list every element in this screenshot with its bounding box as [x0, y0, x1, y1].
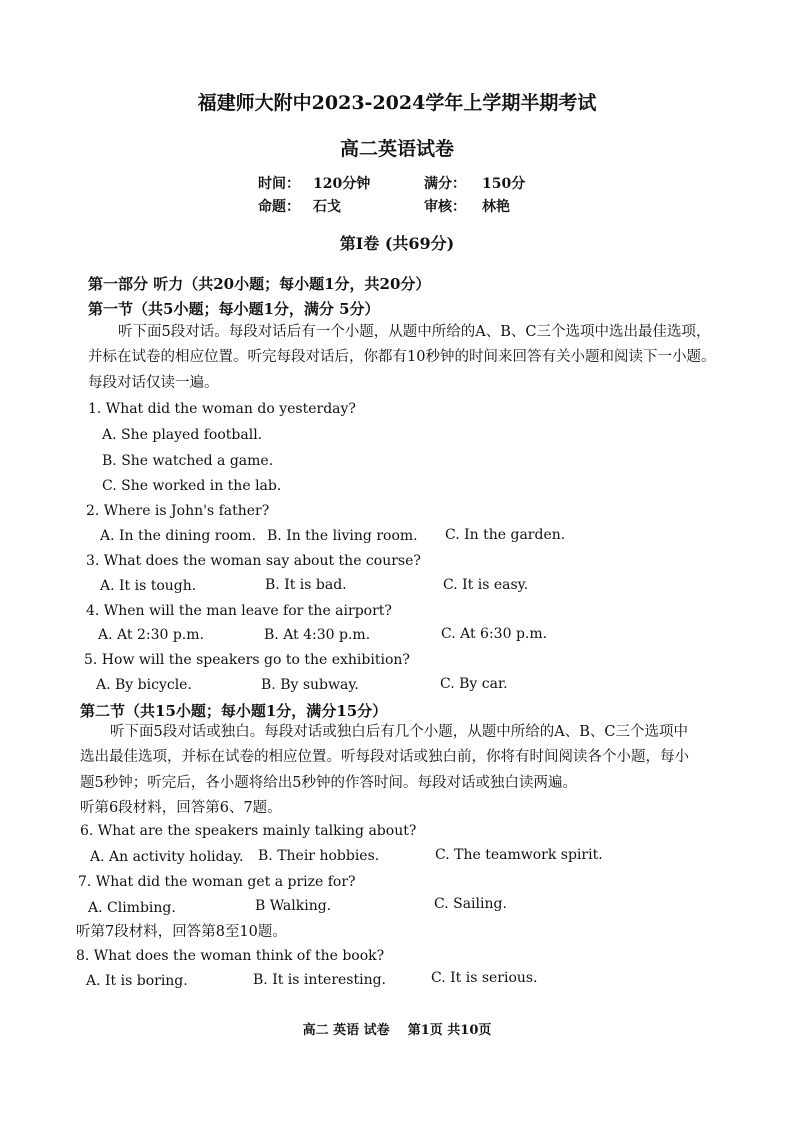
- q2-option-a: A. In the dining room.: [100, 528, 257, 544]
- section1-heading: 第一节（共5小题；每小题1分，满分 5分）: [88, 300, 380, 318]
- q2-option-c: C. In the garden.: [445, 527, 566, 543]
- q8-option-b: B. It is interesting.: [253, 972, 387, 988]
- page-footer: 高二 英语 试卷 第1页 共10页: [302, 1023, 492, 1038]
- question-8: 8. What does the woman think of the book?: [76, 948, 385, 964]
- author-value: 石戈: [313, 199, 341, 215]
- q8-option-a: A. It is boring.: [86, 973, 188, 989]
- q3-option-a: A. It is tough.: [100, 578, 197, 594]
- q4-option-b: B. At 4:30 p.m.: [264, 627, 371, 643]
- section2-heading: 第二节（共15小题；每小题1分，满分15分）: [80, 702, 388, 720]
- section1-instructions-line3: 每段对话仅读一遍。: [88, 375, 219, 391]
- q5-option-b: B. By subway.: [261, 677, 359, 693]
- question-1: 1. What did the woman do yesterday?: [88, 401, 356, 417]
- question-3: 3. What does the woman say about the course?: [86, 553, 421, 569]
- reviewer-label: 审核：: [424, 199, 466, 215]
- q3-option-b: B. It is bad.: [265, 577, 347, 593]
- question-7: 7. What did the woman get a prize for?: [78, 874, 356, 890]
- material-6-note: 听第6段材料，回答第6、7题。: [80, 800, 282, 816]
- exam-subtitle: 高二英语试卷: [339, 138, 454, 160]
- q6-option-a: A. An activity holiday.: [90, 849, 244, 865]
- q7-option-a: A. Climbing.: [88, 900, 176, 916]
- section2-instructions-line1: 听下面5段对话或独白。每段对话或独白后有几个小题，从题中所给的A、B、C三个选项中: [110, 724, 688, 740]
- question-4: 4. When will the man leave for the airport?: [86, 603, 392, 619]
- q1-option-a: A. She played football.: [102, 427, 263, 443]
- q4-option-a: A. At 2:30 p.m.: [98, 627, 204, 643]
- q4-option-c: C. At 6:30 p.m.: [441, 626, 548, 642]
- question-2: 2. Where is John's father?: [86, 503, 270, 519]
- section2-instructions-line3: 题5秒钟；听完后，各小题将给出5秒钟的作答时间。每段对话或独白读两遍。: [80, 775, 577, 791]
- q1-option-c: C. She worked in the lab.: [102, 478, 282, 494]
- question-6: 6. What are the speakers mainly talking about?: [80, 823, 417, 839]
- section1-instructions-line2: 并标在试卷的相应位置。听完每段对话后，你都有10秒钟的时间来回答有关小题和阅读下一小题。: [88, 349, 716, 365]
- q6-option-b: B. Their hobbies.: [258, 848, 380, 864]
- author-label: 命题：: [258, 199, 300, 215]
- section2-instructions-line2: 选出最佳选项，并标在试卷的相应位置。听每段对话或独白前，你将有时间阅读各个小题，每小: [80, 749, 689, 765]
- time-value: 120分钟: [313, 176, 371, 192]
- score-label: 满分：: [424, 176, 466, 192]
- q7-option-c: C. Sailing.: [434, 896, 507, 912]
- q6-option-c: C. The teamwork spirit.: [435, 847, 603, 863]
- score-value: 150分: [482, 176, 526, 192]
- q3-option-c: C. It is easy.: [443, 577, 529, 593]
- exam-title: 福建师大附中2023-2024学年上学期半期考试: [197, 92, 597, 114]
- part1-heading: 第一部分 听力（共20小题；每小题1分，共20分）: [88, 275, 431, 293]
- q5-option-a: A. By bicycle.: [96, 677, 192, 693]
- q7-option-b: B Walking.: [255, 898, 332, 914]
- q8-option-c: C. It is serious.: [431, 970, 538, 986]
- reviewer-value: 林艳: [482, 199, 510, 215]
- question-5: 5. How will the speakers go to the exhibition?: [84, 652, 410, 668]
- q2-option-b: B. In the living room.: [267, 528, 418, 544]
- q5-option-c: C. By car.: [440, 676, 508, 692]
- section1-instructions-line1: 听下面5段对话。每段对话后有一个小题，从题中所给的A、B、C三个选项中选出最佳选项，: [118, 324, 711, 340]
- volume-heading: 第I卷 (共69分): [339, 234, 455, 253]
- material-7-note: 听第7段材料，回答第8至10题。: [76, 924, 287, 940]
- time-label: 时间：: [258, 176, 300, 192]
- q1-option-b: B. She watched a game.: [102, 453, 274, 469]
